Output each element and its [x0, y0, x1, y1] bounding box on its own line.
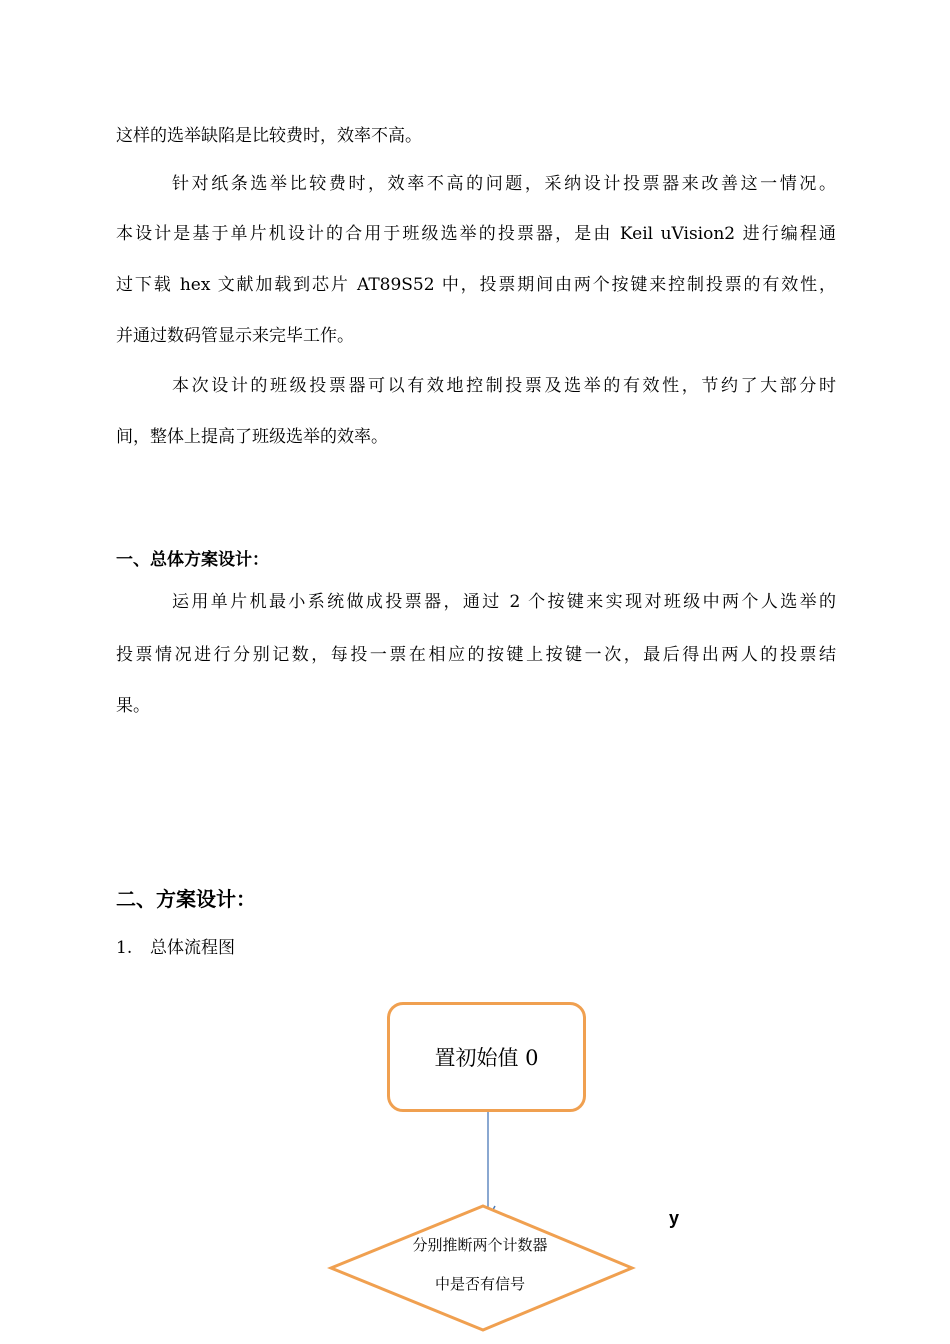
- paragraph-line: 这样的选举缺陷是比较费时，效率不高。: [116, 126, 422, 146]
- decision-label: 分别推断两个计数器中是否有信号: [412, 1236, 548, 1293]
- section-heading: 二、方案设计：: [116, 887, 256, 911]
- section-heading: 一、总体方案设计：: [116, 550, 269, 570]
- paragraph-line: 过下载 hex 文献加载到芯片 AT89S52 中，投票期间由两个按键来控制投票的有效性，: [116, 275, 836, 295]
- start-box: [387, 1002, 586, 1112]
- paragraph-line: 并通过数码管显示来完毕工作。: [116, 326, 354, 346]
- list-item-text: 总体流程图: [150, 938, 235, 958]
- paragraph-line: 本次设计的班级投票器可以有效地控制投票及选举的有效性，节约了大部分时: [172, 376, 836, 396]
- list-number: 1.: [116, 938, 133, 958]
- paragraph-line: 间，整体上提高了班级选举的效率。: [116, 427, 388, 447]
- paragraph-line: 投票情况进行分别记数，每投一票在相应的按键上按键一次，最后得出两人的投票结: [116, 645, 836, 665]
- paragraph-line: 本设计是基于单片机设计的合用于班级选举的投票器，是由 Keil uVision2 进行编程通: [116, 224, 836, 244]
- branch-label-yes: y: [669, 1208, 680, 1228]
- paragraph-line: 果。: [116, 696, 150, 716]
- paragraph-line: 运用单片机最小系统做成投票器，通过 2 个按键来实现对班级中两个人选举的: [172, 592, 836, 612]
- start-box-label: 置初始值 0: [434, 1046, 539, 1070]
- paragraph-line: 针对纸条选举比较费时，效率不高的问题，采纳设计投票器来改善这一情况。: [172, 174, 836, 194]
